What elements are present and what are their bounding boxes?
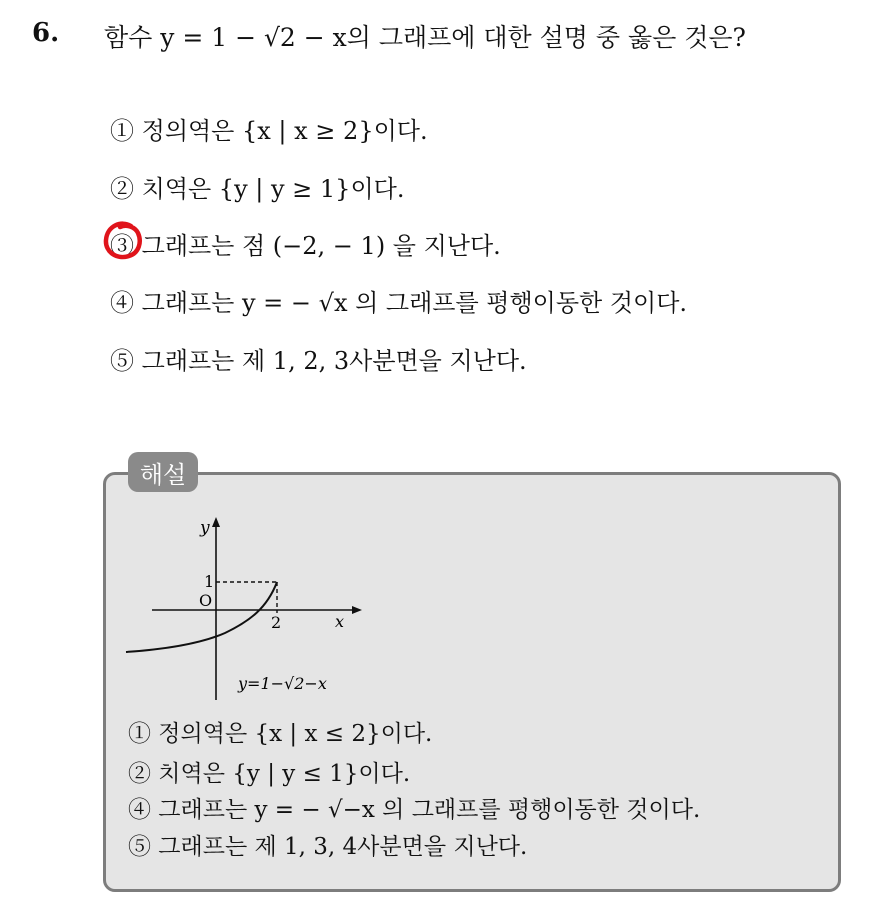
choice-4[interactable]: ④ 그래프는 y = − √x 의 그래프를 평행이동한 것이다. [110,289,688,317]
explanation-line-2: ② 치역은 {y | y ≤ 1}이다. [128,761,411,787]
y-axis-label: y [200,518,210,538]
x-axis-label: x [335,612,345,631]
explanation-line-3: ④ 그래프는 y = − √−x 의 그래프를 평행이동한 것이다. [128,797,701,823]
choice-1[interactable]: ① 정의역은 {x | x ≥ 2}이다. [110,117,428,145]
explanation-tag: 해설 [128,452,198,492]
choice-5[interactable]: ⑤ 그래프는 제 1, 2, 3사분면을 지난다. [110,347,527,375]
question-number: 6. [32,18,60,48]
question-text: 함수 y = 1 − √2 − x의 그래프에 대한 설명 중 옳은 것은? [104,23,746,52]
origin-label: O [199,591,213,610]
curve-label: y=1−√2−x [238,674,327,693]
function-graph [120,515,380,705]
explanation-line-4: ⑤ 그래프는 제 1, 3, 4사분면을 지난다. [128,834,528,860]
x-axis-arrow [352,606,362,614]
y-tick-label: 1 [204,572,215,591]
choice-3[interactable]: ③ 그래프는 점 (−2, − 1) 을 지난다. [110,232,501,260]
choice-2[interactable]: ② 치역은 {y | y ≥ 1}이다. [110,175,405,203]
y-axis-arrow [212,517,220,527]
explanation-line-1: ① 정의역은 {x | x ≤ 2}이다. [128,721,433,747]
x-tick-label: 2 [271,613,282,632]
